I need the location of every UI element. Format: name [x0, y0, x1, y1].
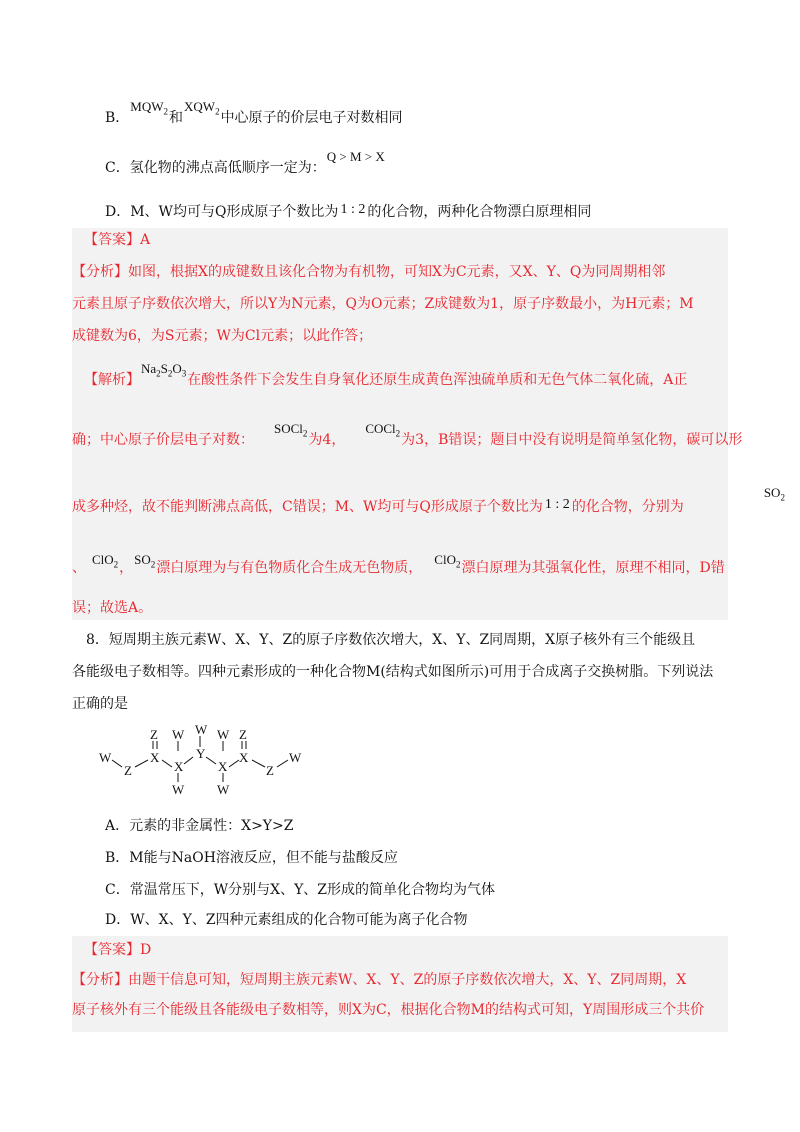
text: 的化合物，分别为 [571, 499, 684, 515]
q7-explain-line-4 [72, 552, 728, 583]
atom-w: W [172, 782, 185, 795]
formula-cocl2: COCl$_2$ [365, 421, 401, 439]
q7-explain-line-5: 误；故选A。 [72, 600, 153, 616]
ratio: 1 : 2 [544, 497, 570, 512]
formula-clo2: ClO$_2$ [434, 552, 461, 570]
q7-explain-line-2 [72, 421, 743, 455]
structure-diagram [97, 720, 312, 795]
text: 漂白原理为与有色物质化合生成无色物质， [156, 560, 423, 576]
option-text: C．氢化物的沸点高低顺序一定为： [105, 160, 326, 176]
boiling-order: Q > M > X [326, 149, 385, 164]
atom-z: Z [124, 763, 132, 778]
formula-mqw2: $MQW_2$ [130, 99, 169, 117]
ratio: 1 : 2 [340, 202, 366, 217]
text: 中心原子的价层电子对数相同 [220, 110, 403, 126]
atom-x: X [174, 759, 184, 774]
atom-w: W [217, 727, 230, 742]
atom-z: Z [266, 763, 274, 778]
text: 、 [72, 560, 86, 576]
q7-explain-line-1 [84, 361, 728, 395]
atom-x: X [239, 750, 249, 765]
q8-option-b: B．M能与NaOH溶液反应，但不能与盐酸反应 [105, 850, 398, 866]
formula-socl2: SOCl$_2$ [274, 421, 308, 439]
q7-option-d [105, 202, 730, 223]
atom-w: W [217, 782, 230, 795]
q8-option-a: A．元素的非金属性：X>Y>Z [105, 818, 294, 834]
atom-z: Z [150, 727, 158, 742]
formula-na2s2o3: $Na_2S_2O_3$ [141, 361, 187, 379]
text: 确；中心原子价层电子对数： [72, 432, 254, 448]
formula-clo2: ClO$_2$ [92, 552, 119, 570]
q7-analysis-line-3: 成键数为6，为S元素；W为Cl元素；以此作答； [72, 328, 373, 344]
text: ， [119, 560, 134, 576]
text: 成多种烃，故不能判断沸点高低，C错误；M、W均可与Q形成原子个数比为 [72, 499, 543, 515]
q8-option-c: C．常温常压下，W分别与X、Y、Z形成的简单化合物均为气体 [105, 882, 496, 898]
q8-stem-line-2: 各能级电子数相等。四种元素形成的一种化合物M(结构式如图所示)可用于合成离子交换树脂。下列说法 [72, 664, 714, 680]
text: 在酸性条件下会发生自身氧化还原生成黄色浑浊硫单质和无色气体二氧化硫，A正 [187, 372, 688, 388]
option-label: B． [105, 110, 130, 126]
q8-option-d: D．W、X、Y、Z四种元素组成的化合物可能为离子化合物 [105, 912, 468, 928]
q7-option-c [105, 149, 730, 178]
atom-w: W [172, 727, 185, 742]
q7-analysis-line-2: 元素且原子序数依次增大，所以Y为N元素，Q为O元素；Z成键数为1，原子序数最小，为H元素；M [72, 296, 694, 312]
q7-explain-line-3 [72, 485, 785, 522]
q7-answer: 【答案】A [84, 232, 151, 248]
formula-so2: $SO_2$ [763, 485, 785, 503]
atom-y: Y [196, 746, 206, 761]
q8-stem-line-1: 8．短周期主族元素W、X、Y、Z的原子序数依次增大，X、Y、Z同周期，X原子核外有三个能级且 [86, 632, 696, 648]
text: 漂白原理为其强氧化性，原理不相同，D错 [461, 560, 725, 576]
text: 和 [169, 110, 184, 126]
option-text: 的化合物，两种化合物漂白原理相同 [367, 204, 592, 220]
q8-answer: 【答案】D [84, 942, 152, 958]
atom-z: Z [239, 727, 247, 742]
text: 为3，B错误；题目中没有说明是简单氢化物，碳可以形 [401, 432, 743, 448]
formula-so2: $SO_2$ [134, 552, 156, 570]
atom-w: W [289, 750, 302, 765]
q7-option-b [105, 99, 730, 133]
atom-w: W [99, 750, 112, 765]
q8-stem-line-3: 正确的是 [72, 696, 128, 712]
text: 为4， [308, 432, 346, 448]
q7-analysis-line-1: 【分析】如图，根据X的成键数且该化合物为有机物，可知X为C元素，又X、Y、Q为同周期相邻 [72, 264, 666, 280]
q8-analysis-line-2: 原子核外有三个能级且各能级电子数相等，则X为C，根据化合物M的结构式可知，Y周围形成三个共价 [72, 1002, 705, 1018]
atom-x: X [218, 759, 228, 774]
compound-m-structure [97, 720, 312, 795]
atom-w: W [195, 722, 208, 737]
explain-head: 【解析】 [84, 372, 140, 388]
formula-xqw2: $XQW_2$ [184, 99, 220, 117]
atom-x: X [150, 750, 160, 765]
q8-analysis-line-1: 【分析】由题干信息可知，短周期主族元素W、X、Y、Z的原子序数依次增大，X、Y、Z同周期，X [72, 972, 687, 988]
option-text: D．M、W均可与Q形成原子个数比为 [105, 204, 339, 220]
